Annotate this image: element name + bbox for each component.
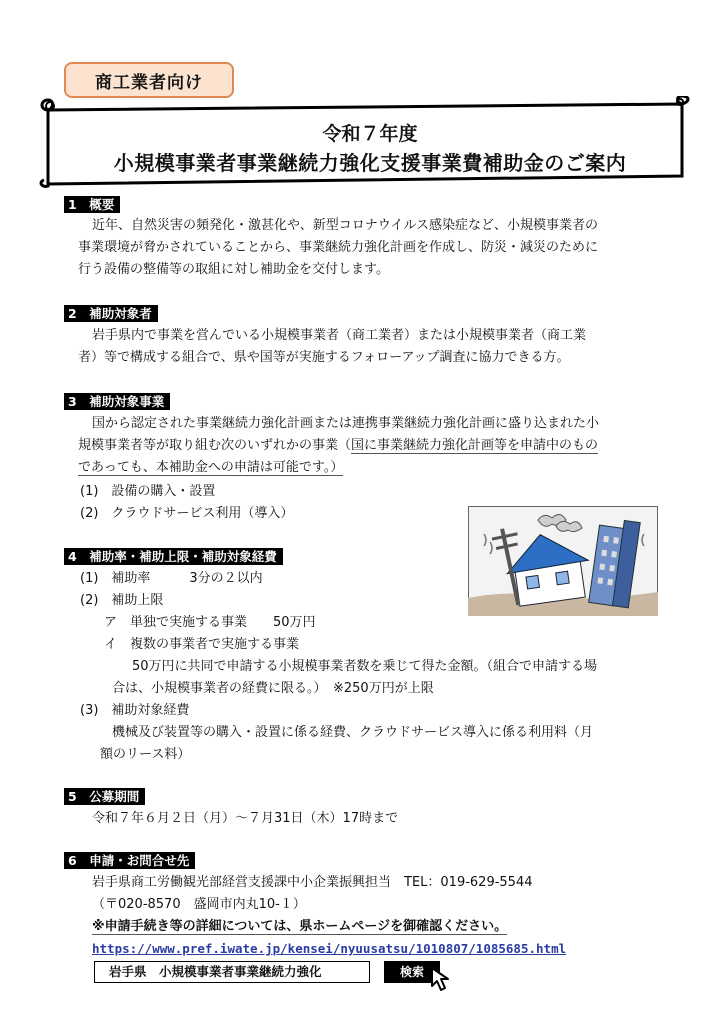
section-5-period: 令和７年６月２日（月）～７月31日（木）17時まで (92, 811, 399, 826)
section-6-heading: 6 申請・お問合せ先 (64, 852, 195, 869)
section-4-cap-multiple: イ 複数の事業者で実施する事業 (104, 637, 300, 652)
search-button[interactable]: 検索 (384, 961, 440, 983)
section-6-address-line: （〒020-8570 盛岡市内丸10-１） (92, 897, 306, 912)
cursor-icon (428, 966, 456, 992)
section-4-expenses-line-2: 額のリース料） (100, 747, 191, 762)
section-3-heading: 3 補助対象事業 (64, 393, 170, 410)
section-1-text-line-3: 行う設備の整備等の取組に対し補助金を交付します。 (78, 262, 389, 277)
section-3-text-line-3 (78, 457, 343, 478)
section-5-heading: 5 公募期間 (64, 788, 145, 805)
section-1-text-line-2: 事業環境が脅かされていることから、事業継続力強化計画を作成し、防災・減災のために (78, 240, 599, 255)
section-4-cap-heading: (2) 補助上限 (80, 593, 164, 608)
section-4-cap-single: ア 単独で実施する事業 50万円 (104, 615, 316, 630)
title-main: 小規模事業者事業継続力強化支援事業費補助金のご案内 (113, 151, 627, 175)
title-year: 令和７年度 (322, 123, 418, 145)
section-3-underlined-note-a: 国に事業継続力強化計画等を申請中のもの (351, 438, 599, 453)
website-link[interactable]: https://www.pref.iwate.jp/kensei/nyuusatsu/1010807/1085685.html (92, 941, 567, 956)
section-4-expenses-line-1: 機械及び装置等の購入・設置に係る経費、クラウドサービス導入に係る利用料（月 (112, 725, 594, 740)
search-keyword-box[interactable]: 岩手県 小規模事業者事業継続力強化 (94, 961, 370, 983)
section-4-rate: (1) 補助率 3分の２以内 (80, 571, 263, 586)
section-4-cap-multiple-detail-2: 合は、小規模事業者の経費に限る。） ※250万円が上限 (112, 681, 434, 696)
section-3-text-line-2 (78, 435, 598, 456)
section-6-url-wrap (92, 939, 566, 958)
section-2-text-line-2: 者）等で構成する組合で、県や国等が実施するフォローアップ調査に協力できる方。 (78, 350, 570, 365)
section-2-text-line-1: 岩手県内で事業を営んでいる小規模事業者（商工業者）または小規模事業者（商工業 (92, 328, 587, 343)
section-6-note-text: ※申請手続き等の詳細については、県ホームページを御確認ください。 (92, 919, 508, 934)
section-3-text-line-2a: 規模事業者等が取り組む次のいずれかの事業（ (78, 438, 352, 453)
audience-badge: 商工業者向け (64, 62, 234, 98)
section-1-text-line-1: 近年、自然災害の頻発化・激甚化や、新型コロナウイルス感染症など、小規模事業者の (92, 218, 598, 233)
section-4-cap-multiple-detail-1: 50万円に共同で申請する小規模事業者数を乗じて得た金額。（組合で申請する場 (132, 659, 598, 674)
section-6-contact-line: 岩手県商工労働観光部経営支援課中小企業振興担当 TEL：019-629-5544 (92, 875, 533, 890)
section-2-heading: 2 補助対象者 (64, 305, 158, 322)
disaster-house-illustration (468, 506, 658, 616)
section-4-expenses-heading: (3) 補助対象経費 (80, 703, 190, 718)
section-4-heading: 4 補助率・補助上限・補助対象経費 (64, 548, 283, 565)
section-3-text-line-1: 国から認定された事業継続力強化計画または連携事業継続力強化計画に盛り込まれた小 (92, 416, 600, 431)
section-3-underlined-note-b: であっても、本補助金への申請は可能です。） (78, 460, 344, 475)
section-3-item-2: (2) クラウドサービス利用（導入） (80, 506, 294, 521)
title-block (50, 114, 690, 184)
section-1-heading: 1 概要 (64, 196, 120, 213)
section-3-item-1: (1) 設備の購入・設置 (80, 484, 216, 499)
section-6-note (92, 916, 507, 937)
